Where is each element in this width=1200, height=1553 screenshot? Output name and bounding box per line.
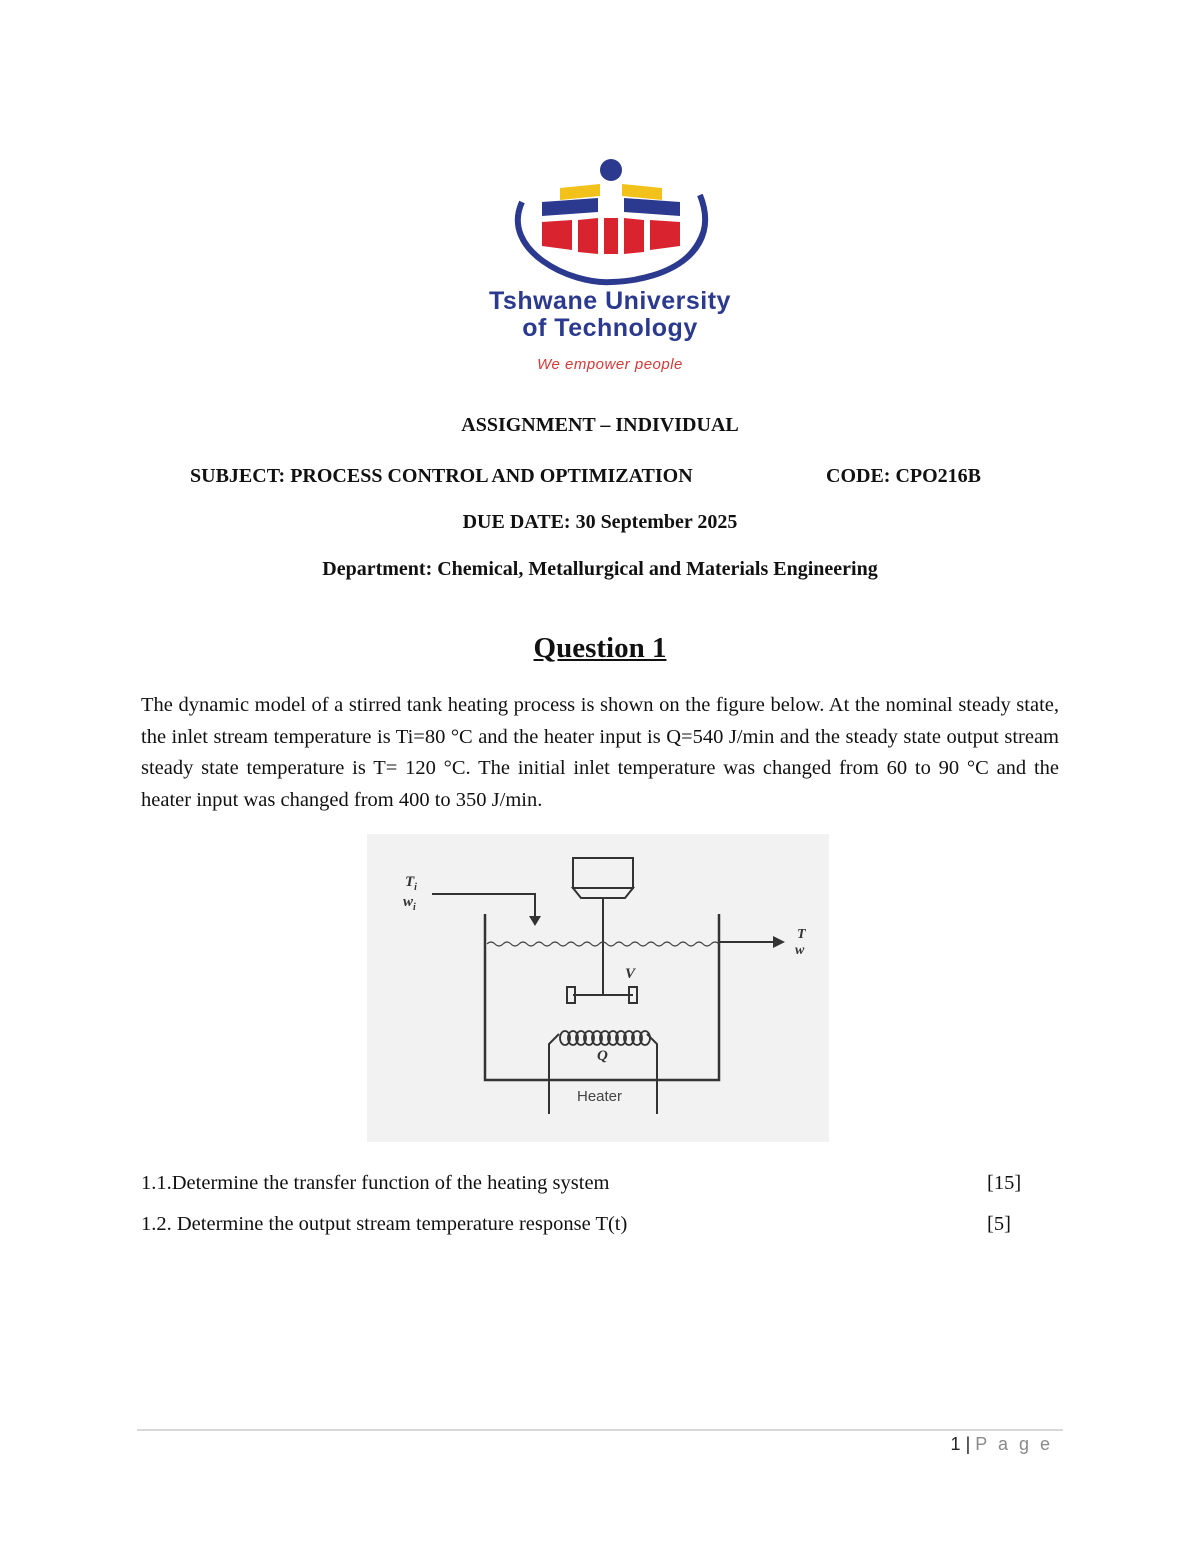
footer-rule <box>137 1429 1063 1431</box>
inlet-flow-label: w <box>403 894 414 910</box>
question-part-1-1-marks: [15] <box>987 1172 1022 1194</box>
stirred-tank-diagram <box>367 834 829 1142</box>
logo-name-line2: of Technology <box>522 314 698 342</box>
course-code: CODE: CPO216B <box>826 465 981 487</box>
question-part-1-2: 1.2. Determine the output stream temperature response T(t) <box>141 1213 628 1235</box>
heat-input-label: Q <box>597 1048 608 1064</box>
inlet-flow-subscript: i <box>413 902 416 913</box>
question-title: Question 1 <box>533 632 667 664</box>
logo-head <box>600 159 622 181</box>
page-label: P a g e <box>975 1434 1053 1454</box>
inlet-temp-subscript: i <box>414 882 417 893</box>
question-part-1-2-marks: [5] <box>987 1213 1011 1235</box>
stirred-tank-figure <box>367 834 829 1142</box>
university-logo <box>430 150 790 373</box>
logo-emblem <box>430 150 790 290</box>
heater-label: Heater <box>577 1088 623 1105</box>
page-separator: | <box>965 1434 971 1454</box>
svg-text:Ti <box>405 874 417 893</box>
volume-label: V <box>625 966 636 982</box>
svg-text:wi <box>403 894 416 913</box>
question-body: The dynamic model of a stirred tank heating process is shown on the figure below. At the nominal steady state, the inlet stream temperature is Ti=80 °C and the heater input is Q=540 J/min and the steady state output stream steady state temperature is T= 120 °C. The initial inlet temperature was changed from 60 to 90 °C and the heater input was changed from 400 to 350 J/min. <box>141 694 1059 811</box>
outlet-arrow-icon <box>773 936 785 948</box>
page-footer <box>951 1434 1053 1455</box>
due-date: DUE DATE: 30 September 2025 <box>462 511 738 533</box>
page-number: 1 <box>950 1434 961 1454</box>
department: Department: Chemical, Metallurgical and Materials Engineering <box>322 558 878 580</box>
inlet-arrow-icon <box>529 916 541 926</box>
motor <box>573 858 633 888</box>
logo-tagline: We empower people <box>537 356 683 373</box>
inlet-temp-label: T <box>405 874 415 890</box>
question-part-1-1: 1.1.Determine the transfer function of the heating system <box>141 1172 610 1194</box>
logo-name-line1: Tshwane University <box>489 287 731 315</box>
assignment-title: ASSIGNMENT – INDIVIDUAL <box>461 414 739 436</box>
inlet-stream-line <box>432 894 535 920</box>
outlet-temp-label: T <box>797 927 806 942</box>
outlet-flow-label: w <box>795 943 805 958</box>
subject-line: SUBJECT: PROCESS CONTROL AND OPTIMIZATION <box>190 465 693 487</box>
